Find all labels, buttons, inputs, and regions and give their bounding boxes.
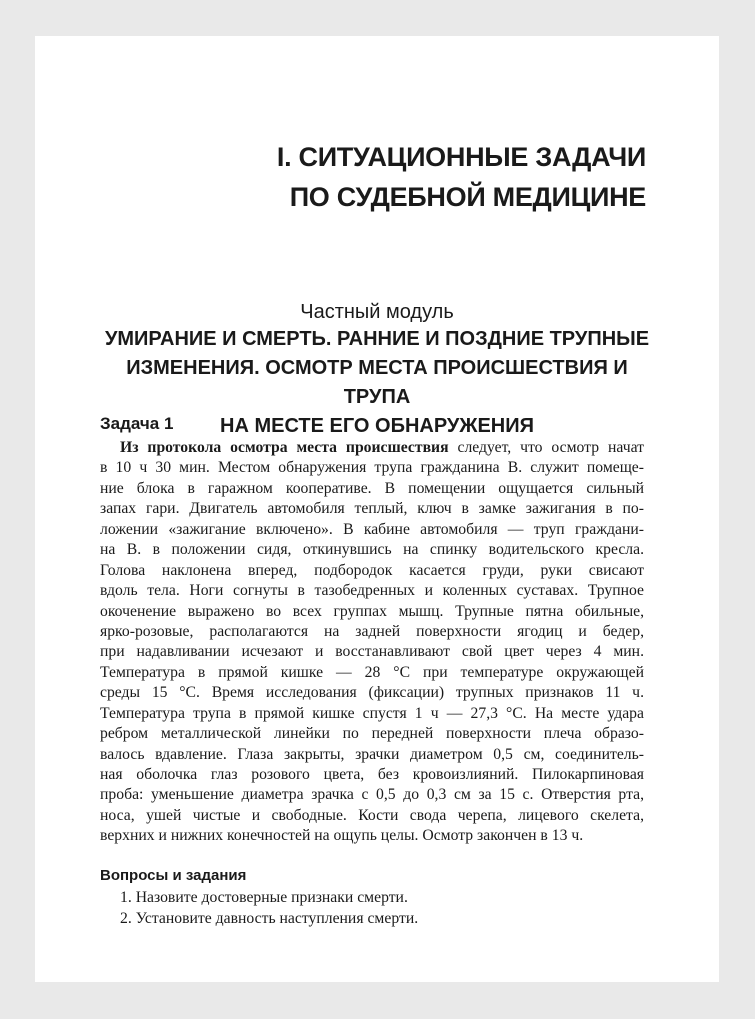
chapter-title-line: ПО СУДЕБНОЙ МЕДИЦИНЕ — [289, 182, 646, 212]
lead-bold: Из протокола осмотра места происшествия — [120, 439, 449, 456]
module-subtitle: Частный модуль — [300, 301, 454, 323]
text-line: в 10 ч 30 мин. Местом обнаружения трупа гражданина В. служит помеще- — [100, 459, 644, 477]
text-line — [100, 438, 644, 458]
text-line: ложении «зажигание включено». В кабине автомобиля — труп граждани- — [100, 520, 644, 538]
text-line: вдоль тела. Ноги согнуты в тазобедренных и коленных суставах. Трупное — [100, 582, 644, 600]
module-title-line: УМИРАНИЕ И СМЕРТЬ. РАННИЕ И ПОЗДНИЕ ТРУПНЫЕ — [104, 328, 650, 350]
text-line: запах гари. Двигатель автомобиля теплый, ключ в замке зажигания в по- — [100, 500, 644, 518]
text-fragment: следует, что осмотр начат — [448, 439, 645, 456]
text-line: Голова наклонена вперед, подбородок касается груди, руки свисают — [100, 561, 644, 579]
task-text — [100, 438, 644, 847]
text-line: Температура в прямой кишке — 28 °С при температуре окружающей — [100, 663, 644, 681]
text-line: верхних и нижних конечностей на ощупь целы. Осмотр закончен в 13 ч. — [100, 827, 584, 845]
question-item: 2. Установите давность наступления смерти. — [120, 909, 419, 927]
question-item: 1. Назовите достоверные признаки смерти. — [120, 889, 408, 906]
text-line: проба: уменьшение диаметра зрачка с 0,5 до 0,3 см за 15 с. Отверстия рта, — [100, 786, 644, 804]
text-line: Температура трупа в прямой кишке спустя 1 ч — 27,3 °С. На месте удара — [100, 704, 644, 722]
task-title: Задача 1 — [100, 414, 174, 433]
questions-list — [120, 888, 418, 929]
chapter-title — [277, 137, 646, 217]
module-title-line: ИЗМЕНЕНИЯ. ОСМОТР МЕСТА ПРОИСШЕСТВИЯ И ТРУПА — [126, 357, 628, 408]
text-line: ние блока в гаражном кооперативе. В помещении ощущается сильный — [100, 479, 644, 497]
text-line: валось вдавление. Глаза закрыты, зрачки диаметром 0,5 см, соединитель- — [100, 745, 644, 763]
questions-title: Вопросы и задания — [100, 867, 247, 884]
module-title-line: НА МЕСТЕ ЕГО ОБНАРУЖЕНИЯ — [220, 415, 534, 437]
text-line: ярко-розовые, располагаются на задней поверхности ягодиц и бедер, — [100, 622, 644, 640]
text-line: при надавливании исчезают и восстанавливают свой цвет через 4 мин. — [100, 643, 644, 661]
text-line: окоченение выражено во всех группах мышц. Трупные пятна обильные, — [100, 602, 644, 620]
text-line: среды 15 °С. Время исследования (фиксации) трупных признаков 11 ч. — [100, 684, 644, 702]
text-line: ребром металлической линейки по передней поверхности плеча образо- — [100, 725, 644, 743]
text-line: ная оболочка глаз розового цвета, без кровоизлияний. Пилокарпиновая — [100, 766, 644, 783]
chapter-title-line: I. СИТУАЦИОННЫЕ ЗАДАЧИ — [276, 142, 646, 172]
module-heading — [95, 299, 659, 441]
text-line: носа, ушей чистые и свободные. Кости свода черепа, лицевого скелета, — [100, 806, 644, 824]
text-line: на В. в положении сидя, откинувшись на спинку водительского кресла. — [100, 541, 644, 559]
book-page — [35, 36, 719, 982]
